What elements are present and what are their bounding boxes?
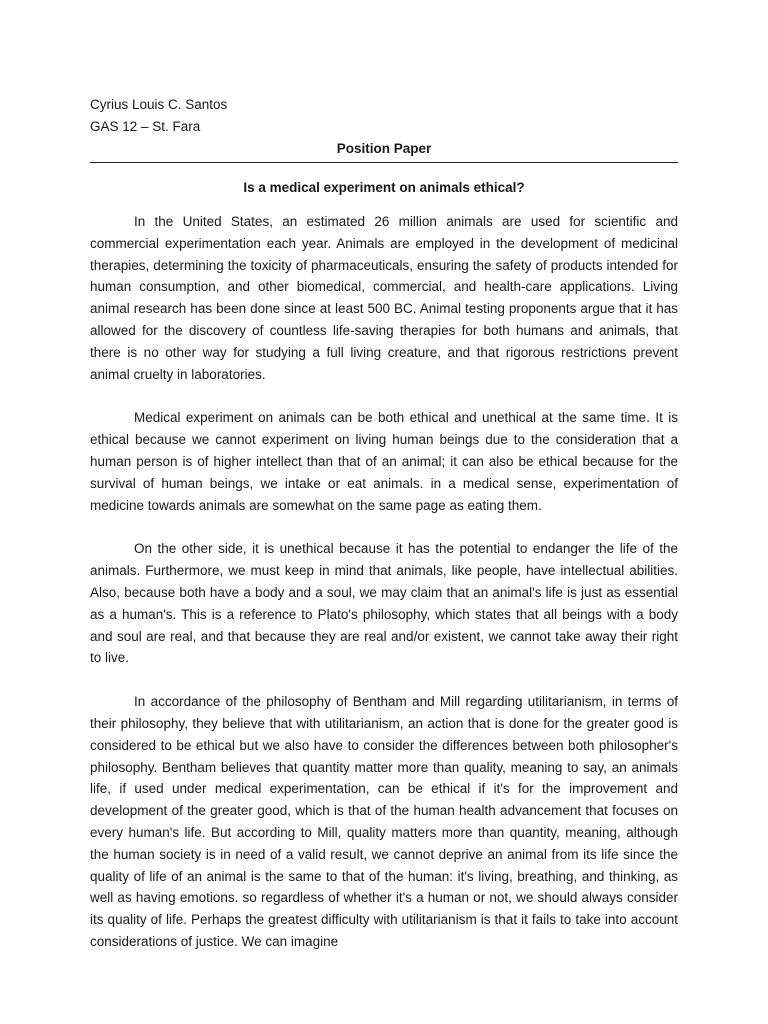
paragraph-2: Medical experiment on animals can be both ethical and unethical at the same time. It is ethical because we cannot experiment on living human beings due to the consideration that a human person is of higher intellect than that of an animal; it can also be ethical because for the survival of human beings, we intake or eat animals. in a medical sense, experimentation of medicine towards animals are somewhat on the same page as eating them. [90, 410, 678, 513]
paragraph-3: On the other side, it is unethical because it has the potential to endanger the life of the animals. Furthermore, we must keep in mind that animals, like people, have intellectual abilities. Also, because both have a body and a soul, we may claim that an animal's life is just as essential as a human's. This is a reference to Plato's philosophy, which states that all beings with a body and soul are real, and that because they are real and/or existent, we cannot take away their right to live. [90, 541, 678, 666]
paragraph-1: In the United States, an estimated 26 million animals are used for scientific and commercial experimentation each year. Animals are employed in the development of medicinal therapies, determining the toxicity of pharmaceuticals, ensuring the safety of products intended for human consumption, and other biomedical, commercial, and health-care applications. Living animal research has been done since at least 500 BC. Animal testing proponents argue that it has allowed for the discovery of countless life-saving therapies for both humans and animals, that there is no other way for studying a full living creature, and that rigorous restrictions prevent animal cruelty in laboratories. [90, 214, 678, 382]
document-title: Position Paper [90, 138, 678, 163]
document-page [90, 94, 678, 953]
paragraph-4: In accordance of the philosophy of Bentham and Mill regarding utilitarianism, in terms of their philosophy, they believe that with utilitarianism, an action that is done for the greater good is considered to be ethical but we also have to consider the differences between both philosopher's philosophy. Bentham believes that quantity matter more than quality, meaning to say, an animals life, if used under medical experimentation, can be ethical if it's for the improvement and development of the greater good, which is that of the human health advancement that focuses on every human's life. But according to Mill, quality matters more than quantity, meaning, although the human society is in need of a valid result, we cannot deprive an animal from its life since the quality of life of an animal is the same to that of the human: it's living, breathing, and thinking, as well as having emotions. so regardless of whether it's a human or not, we should always consider its quality of life. Perhaps the greatest difficulty with utilitarianism is that it fails to take into account considerations of justice. We can imagine [90, 694, 678, 949]
author-name: Cyrius Louis C. Santos [90, 97, 228, 112]
class-section: GAS 12 – St. Fara [90, 119, 201, 134]
document-question: Is a medical experiment on animals ethical? [243, 180, 525, 195]
